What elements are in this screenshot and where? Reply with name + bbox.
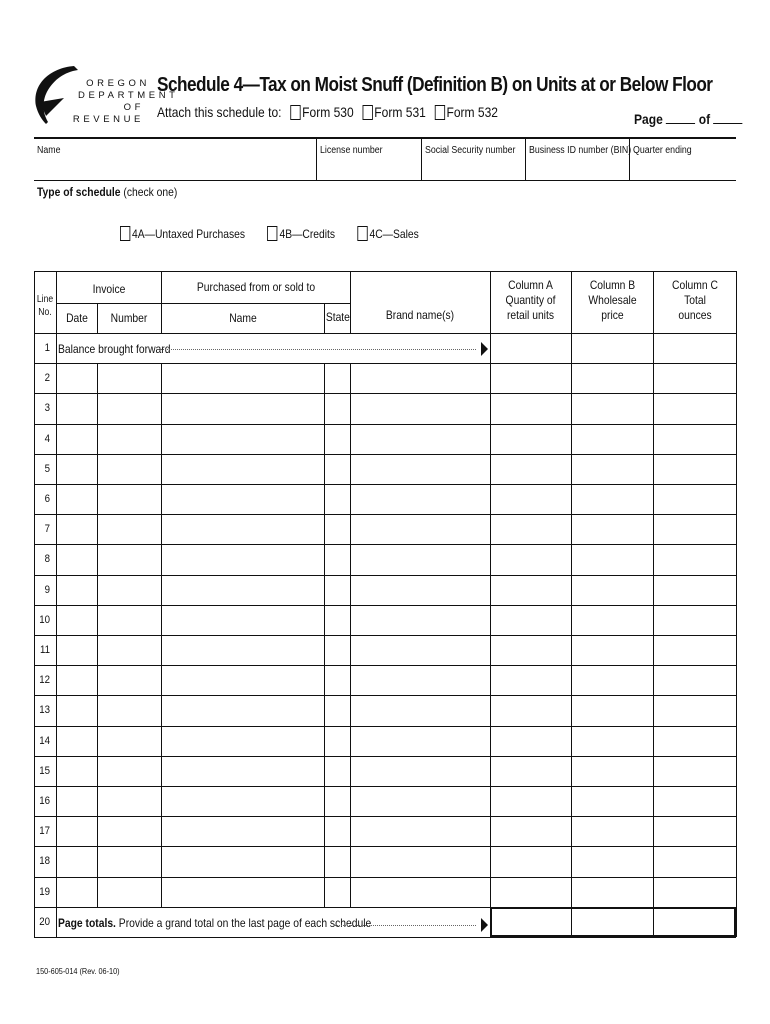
line-number: 13 (39, 704, 50, 717)
line-number: 14 (39, 734, 50, 747)
license-input[interactable] (317, 158, 420, 179)
line-number: 17 (39, 825, 50, 838)
form-532-label: Form 532 (446, 104, 499, 120)
quarter-input[interactable] (630, 158, 735, 179)
invoice-header: Invoice (92, 282, 126, 296)
line-number: 12 (39, 674, 50, 687)
schedule-type-options (120, 226, 441, 241)
column-a-header: Column A Quantity of retail units (505, 278, 556, 322)
line-number: 1 (44, 342, 50, 354)
arrow-right-icon (481, 342, 488, 356)
line-header: Line No. (36, 294, 54, 318)
line-number: 10 (39, 613, 50, 626)
4b-label: 4B—Credits (279, 226, 336, 241)
form-532-checkbox[interactable] (434, 105, 444, 120)
4a-checkbox[interactable] (120, 226, 130, 241)
form-530-checkbox[interactable] (290, 105, 300, 120)
name-col-header: Name (229, 311, 257, 325)
line-number: 15 (39, 764, 50, 777)
line-number: 3 (44, 402, 50, 415)
purchased-header: Purchased from or sold to (196, 280, 316, 294)
line-number: 5 (44, 462, 50, 475)
page-label: Page (634, 111, 663, 127)
page-input[interactable] (666, 112, 695, 124)
attach-label: Attach this schedule to: (157, 104, 282, 120)
line-number: 19 (39, 885, 50, 898)
line-number: 2 (44, 372, 50, 385)
ssn-input[interactable] (422, 158, 524, 179)
form-531-label: Form 531 (374, 104, 426, 120)
page-total-input[interactable] (713, 112, 742, 124)
4b-checkbox[interactable] (267, 226, 277, 241)
name-input[interactable] (35, 158, 315, 179)
name-field-label: Name (37, 145, 61, 156)
brand-header: Brand name(s) (385, 308, 455, 322)
line-number: 11 (39, 644, 50, 656)
ssn-field-label: Social Security number (425, 145, 516, 156)
line-number: 8 (44, 553, 50, 566)
line-number: 9 (44, 583, 50, 596)
form-title: Schedule 4—Tax on Moist Snuff (Definition B) on Units at or Below Floor (157, 74, 713, 96)
date-header: Date (66, 311, 88, 325)
of-label: of (698, 111, 711, 127)
bin-field-label: Business ID number (BIN) (529, 145, 632, 156)
line-number: 20 (39, 915, 50, 928)
form-number: 150-605-014 (Rev. 06-10) (36, 966, 120, 976)
line-number: 18 (39, 855, 50, 868)
state-header: State (325, 310, 350, 324)
agency-name: OREGON DEPARTMENT OF REVENUE (72, 78, 179, 125)
balance-forward-label: Balance brought forward (58, 342, 171, 356)
form-531-checkbox[interactable] (362, 105, 372, 120)
type-of-schedule-label: Type of schedule (check one) (37, 185, 178, 199)
page-totals-label: Page totals. Provide a grand total on the last page of each schedule (58, 916, 372, 930)
line-number: 16 (39, 795, 50, 807)
arrow-right-icon (481, 918, 488, 932)
line-number: 7 (44, 523, 50, 536)
license-field-label: License number (320, 145, 383, 156)
4c-label: 4C—Sales (369, 226, 419, 241)
form-530-label: Form 530 (302, 104, 354, 120)
page-of-field (634, 111, 743, 127)
line-number: 4 (44, 432, 50, 445)
bin-input[interactable] (526, 158, 628, 179)
line-number: 6 (44, 493, 50, 505)
4c-checkbox[interactable] (357, 226, 367, 241)
4a-label: 4A—Untaxed Purchases (132, 226, 246, 241)
quarter-field-label: Quarter ending (633, 145, 692, 156)
attach-to-row (157, 104, 498, 120)
number-header: Number (110, 311, 148, 325)
column-c-header: Column C Total ounces (672, 278, 718, 322)
column-b-header: Column B Wholesale price (588, 278, 637, 322)
